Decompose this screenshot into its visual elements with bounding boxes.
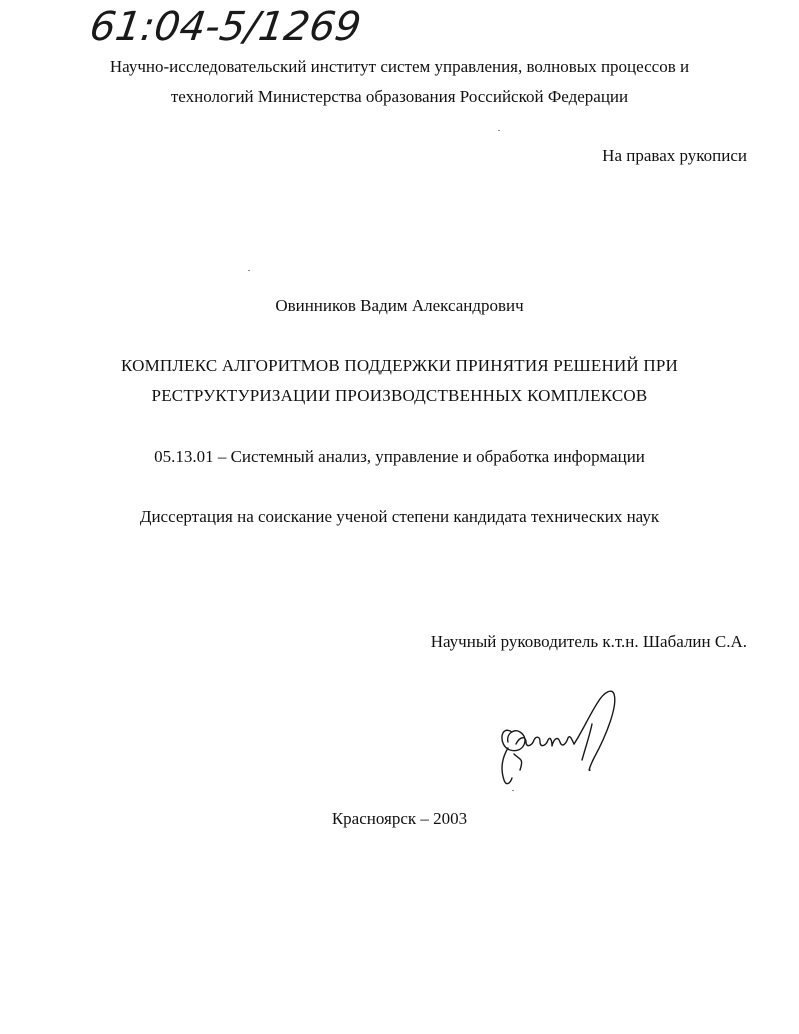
handwritten-signature: [490, 684, 630, 788]
dissertation-title-line-1: КОМПЛЕКС АЛГОРИТМОВ ПОДДЕРЖКИ ПРИНЯТИЯ РЕШЕНИЙ ПРИ: [121, 356, 678, 375]
supervisor: Научный руководитель к.т.н. Шабалин С.А.: [430, 632, 747, 651]
place-and-year: Красноярск – 2003: [331, 809, 468, 828]
rights-note: На правах рукописи: [602, 146, 747, 165]
archive-stamp: [92, 0, 472, 50]
specialty: 05.13.01 – Системный анализ, управление и обработка информации: [154, 447, 645, 466]
institute-line-2: технологий Министерства образования Российской Федерации: [170, 87, 629, 106]
scan-speck: [498, 130, 500, 131]
author-name: Овинников Вадим Александрович: [275, 296, 524, 315]
dissertation-title-line-2: РЕСТРУКТУРИЗАЦИИ ПРОИЗВОДСТВЕННЫХ КОМПЛЕКСОВ: [151, 386, 648, 405]
institute-line-1: Научно-исследовательский институт систем управления, волновых процессов и: [109, 57, 690, 76]
scan-speck: [512, 790, 514, 791]
degree-statement: Диссертация на соискание ученой степени кандидата технических наук: [139, 507, 660, 526]
archive-stamp-text: 61:04-5/1269: [92, 4, 364, 50]
scan-speck: [248, 270, 250, 271]
